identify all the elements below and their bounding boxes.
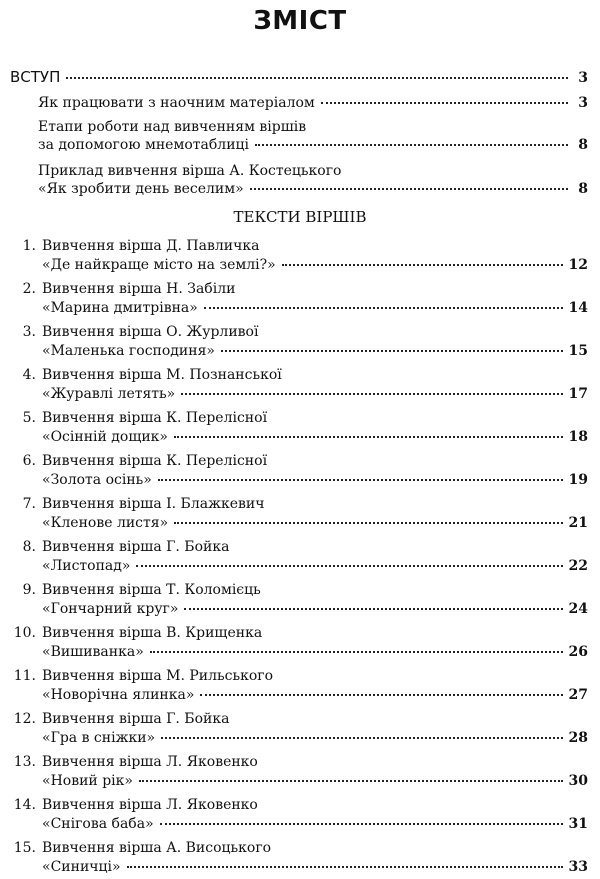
toc-entry-5[interactable] <box>10 428 588 446</box>
toc-entry-15[interactable] <box>10 858 588 876</box>
page-number: 8 <box>578 181 588 197</box>
entry-title: Вивчення вірша К. Перелісної <box>42 453 268 469</box>
entry-line1 <box>10 237 259 255</box>
entry-subtitle: «Осінній дощик» <box>42 429 168 445</box>
entry-line1 <box>10 452 267 470</box>
page-number: 14 <box>568 300 588 316</box>
dot-leader <box>184 608 562 610</box>
entry-number: 6. <box>22 453 36 469</box>
page-number: 33 <box>568 859 588 875</box>
page-number: 19 <box>568 472 588 488</box>
toc-entry-13[interactable] <box>10 772 588 790</box>
page-number: 30 <box>568 773 588 789</box>
dot-leader <box>204 307 563 309</box>
entry-number: 2. <box>22 281 36 297</box>
entry-title: Вивчення вірша К. Перелісної <box>42 410 268 426</box>
entry-line1 <box>10 624 262 642</box>
entry-subtitle: «Марина дмитрівна» <box>42 300 198 316</box>
page-number: 21 <box>568 515 588 531</box>
entry-number: 3. <box>22 324 36 340</box>
toc-entry-2[interactable] <box>10 299 588 317</box>
entry-number: 7. <box>22 496 36 512</box>
toc-entry-12[interactable] <box>10 729 588 747</box>
dot-leader <box>161 737 562 739</box>
entry-line1 <box>10 796 258 814</box>
entry-line1 <box>10 753 258 771</box>
entry-subtitle: «Вишиванка» <box>42 644 144 660</box>
toc-entry-intro-2[interactable] <box>38 136 588 154</box>
dot-leader <box>174 436 563 438</box>
page-number: 26 <box>568 644 588 660</box>
section-title: ТЕКСТИ ВІРШІВ <box>233 208 367 226</box>
entry-title: Вивчення вірша Л. Яковенко <box>42 797 258 813</box>
entry-title: Вивчення вірша Н. Забіли <box>42 281 236 297</box>
entry-title: Вивчення вірша Г. Бойка <box>42 539 230 555</box>
entry-subtitle: «Листопад» <box>42 558 131 574</box>
page-number: 27 <box>568 687 588 703</box>
entry-subtitle: «Як зробити день веселим» <box>38 181 244 197</box>
toc-entry-9[interactable] <box>10 600 588 618</box>
entry-line1 <box>10 409 267 427</box>
entry-line1 <box>10 280 235 298</box>
entry-number: 13. <box>13 754 36 770</box>
dot-leader <box>160 823 563 825</box>
toc-entry-6[interactable] <box>10 471 588 489</box>
toc-entry-10[interactable] <box>10 643 588 661</box>
entry-line1 <box>10 581 261 599</box>
dot-leader <box>200 694 562 696</box>
dot-leader <box>250 188 568 190</box>
dot-leader <box>321 102 568 104</box>
page-title: ЗМІСТ <box>253 6 347 36</box>
entry-line1 <box>10 495 264 513</box>
entry-subtitle: «Гончарний круг» <box>42 601 179 617</box>
entry-number: 1. <box>22 238 36 254</box>
toc-entry-intro[interactable] <box>10 68 588 87</box>
entry-line1 <box>10 667 273 685</box>
entry-line1 <box>10 839 271 857</box>
dot-leader <box>136 565 562 567</box>
entry-title: Вивчення вірша Д. Павличка <box>42 238 260 254</box>
dot-leader <box>174 522 562 524</box>
entry-subtitle: «Кленове листя» <box>42 515 169 531</box>
entry-number: 12. <box>13 711 36 727</box>
toc-entry-intro-1[interactable] <box>38 94 588 112</box>
entry-title: Приклад вивчення вірша А. Костецького <box>38 163 342 179</box>
dot-leader <box>221 350 563 352</box>
toc-entry-11[interactable] <box>10 686 588 704</box>
entry-number: 8. <box>22 539 36 555</box>
entry-subtitle: «Новий рік» <box>42 773 133 789</box>
entry-title: Вивчення вірша Т. Коломієць <box>42 582 261 598</box>
page-number: 3 <box>578 70 588 86</box>
entry-subtitle: «Гра в сніжки» <box>42 730 156 746</box>
page-number: 12 <box>568 257 588 273</box>
entry-title: Етапи роботи над вивченням віршів <box>38 119 307 135</box>
entry-subtitle: «Снігова баба» <box>42 816 154 832</box>
page-number: 22 <box>568 558 588 574</box>
entry-subtitle: «Журавлі летять» <box>42 386 176 402</box>
toc-entry-1[interactable] <box>10 256 588 274</box>
entry-title: Вивчення вірша Г. Бойка <box>42 711 230 727</box>
entry-number: 5. <box>22 410 36 426</box>
page-number: 28 <box>568 730 588 746</box>
entry-number: 14. <box>13 797 36 813</box>
page-number: 18 <box>568 429 588 445</box>
entry-title: Вивчення вірша М. Рильського <box>42 668 274 684</box>
dot-leader <box>139 780 563 782</box>
entry-line1 <box>10 323 258 341</box>
entry-number: 4. <box>22 367 36 383</box>
entry-title: Вивчення вірша А. Висоцького <box>42 840 272 856</box>
dot-leader <box>127 866 563 868</box>
entry-title: Вивчення вірша І. Блажкевич <box>42 496 265 512</box>
toc-entry-7[interactable] <box>10 514 588 532</box>
dot-leader <box>282 264 563 266</box>
toc-entry-intro-3[interactable] <box>38 180 588 198</box>
entry-line1 <box>10 710 229 728</box>
entry-subtitle: «Маленька господиня» <box>42 343 215 359</box>
entry-line1 <box>10 538 229 556</box>
page-number: 15 <box>568 343 588 359</box>
dot-leader <box>66 77 568 79</box>
entry-number: 10. <box>13 625 36 641</box>
toc-entry-3[interactable] <box>10 342 588 360</box>
page-number: 3 <box>578 95 588 111</box>
page-number: 8 <box>578 137 588 153</box>
entry-number: 11. <box>13 668 36 684</box>
toc-entry-8[interactable] <box>10 557 588 575</box>
entry-title: Вивчення вірша В. Крищенка <box>42 625 263 641</box>
entry-subtitle: «Новорічна ялинка» <box>42 687 195 703</box>
entry-title: Вивчення вірша Л. Яковенко <box>42 754 258 770</box>
page-number: 17 <box>568 386 588 402</box>
dot-leader <box>181 393 562 395</box>
entry-number: 9. <box>22 582 36 598</box>
entry-title: Вивчення вірша М. Познанської <box>42 367 282 383</box>
page-number: 31 <box>568 816 588 832</box>
dot-leader <box>158 479 563 481</box>
entry-title: Вивчення вірша О. Журливої <box>42 324 259 340</box>
entry-subtitle: «Золота осінь» <box>42 472 152 488</box>
page-number: 24 <box>568 601 588 617</box>
entry-title: Як працювати з наочним матеріалом <box>38 95 315 111</box>
toc-entry-4[interactable] <box>10 385 588 403</box>
toc-entry-14[interactable] <box>10 815 588 833</box>
dot-leader <box>150 651 563 653</box>
dot-leader <box>255 144 568 146</box>
intro-label: ВСТУП <box>10 68 61 86</box>
entry-subtitle: «Де найкраще місто на землі?» <box>42 257 276 273</box>
entry-line1 <box>10 366 282 384</box>
entry-subtitle: за допомогою мнемотаблиці <box>38 137 250 153</box>
entry-number: 15. <box>13 840 36 856</box>
entry-subtitle: «Синичці» <box>42 859 121 875</box>
